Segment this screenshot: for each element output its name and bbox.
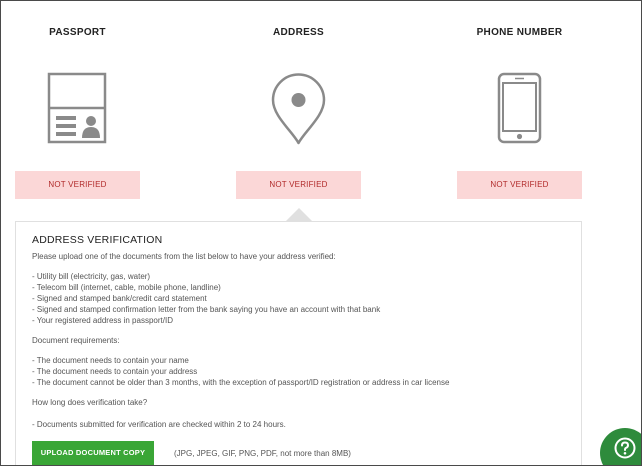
upload-document-button[interactable]: UPLOAD DOCUMENT COPY xyxy=(32,441,154,465)
requirements-heading: Document requirements: xyxy=(32,336,120,345)
panel-title: ADDRESS VERIFICATION xyxy=(32,234,163,246)
phone-title: PHONE NUMBER xyxy=(476,27,563,38)
document-item: - Utility bill (electricity, gas, water) xyxy=(32,272,151,281)
requirement-item: - The document cannot be older than 3 months, with the exception of passport/ID registration or address in car license xyxy=(32,378,450,387)
document-item: - Signed and stamped bank/credit card statement xyxy=(32,294,207,303)
requirement-item: - The document needs to contain your address xyxy=(32,367,198,376)
address-status-badge: NOT VERIFIED xyxy=(236,171,361,199)
passport-status-badge: NOT VERIFIED xyxy=(15,171,140,199)
address-verification-panel xyxy=(15,221,582,466)
panel-pointer-arrow xyxy=(286,208,312,221)
requirement-item: - The document needs to contain your name xyxy=(32,356,189,365)
phone-status-badge: NOT VERIFIED xyxy=(457,171,582,199)
document-item: - Telecom bill (internet, cable, mobile phone, landline) xyxy=(32,283,221,292)
location-pin-icon xyxy=(236,71,361,146)
mobile-phone-icon xyxy=(457,71,582,146)
document-item: - Your registered address in passport/ID xyxy=(32,316,173,325)
passport-icon xyxy=(15,71,140,146)
duration-answer: - Documents submitted for verification are checked within 2 to 24 hours. xyxy=(32,420,286,429)
upload-format-hint: (JPG, JPEG, GIF, PNG, PDF, not more than 8MB) xyxy=(174,449,351,458)
panel-intro: Please upload one of the documents from the list below to have your address verified: xyxy=(32,252,336,261)
document-item: - Signed and stamped confirmation letter from the bank saying you have an account with that bank xyxy=(32,305,381,314)
duration-question: How long does verification take? xyxy=(32,398,148,407)
question-mark-icon xyxy=(613,436,637,460)
address-title: ADDRESS xyxy=(273,27,324,38)
help-button[interactable] xyxy=(600,428,642,466)
passport-title: PASSPORT xyxy=(49,27,106,38)
